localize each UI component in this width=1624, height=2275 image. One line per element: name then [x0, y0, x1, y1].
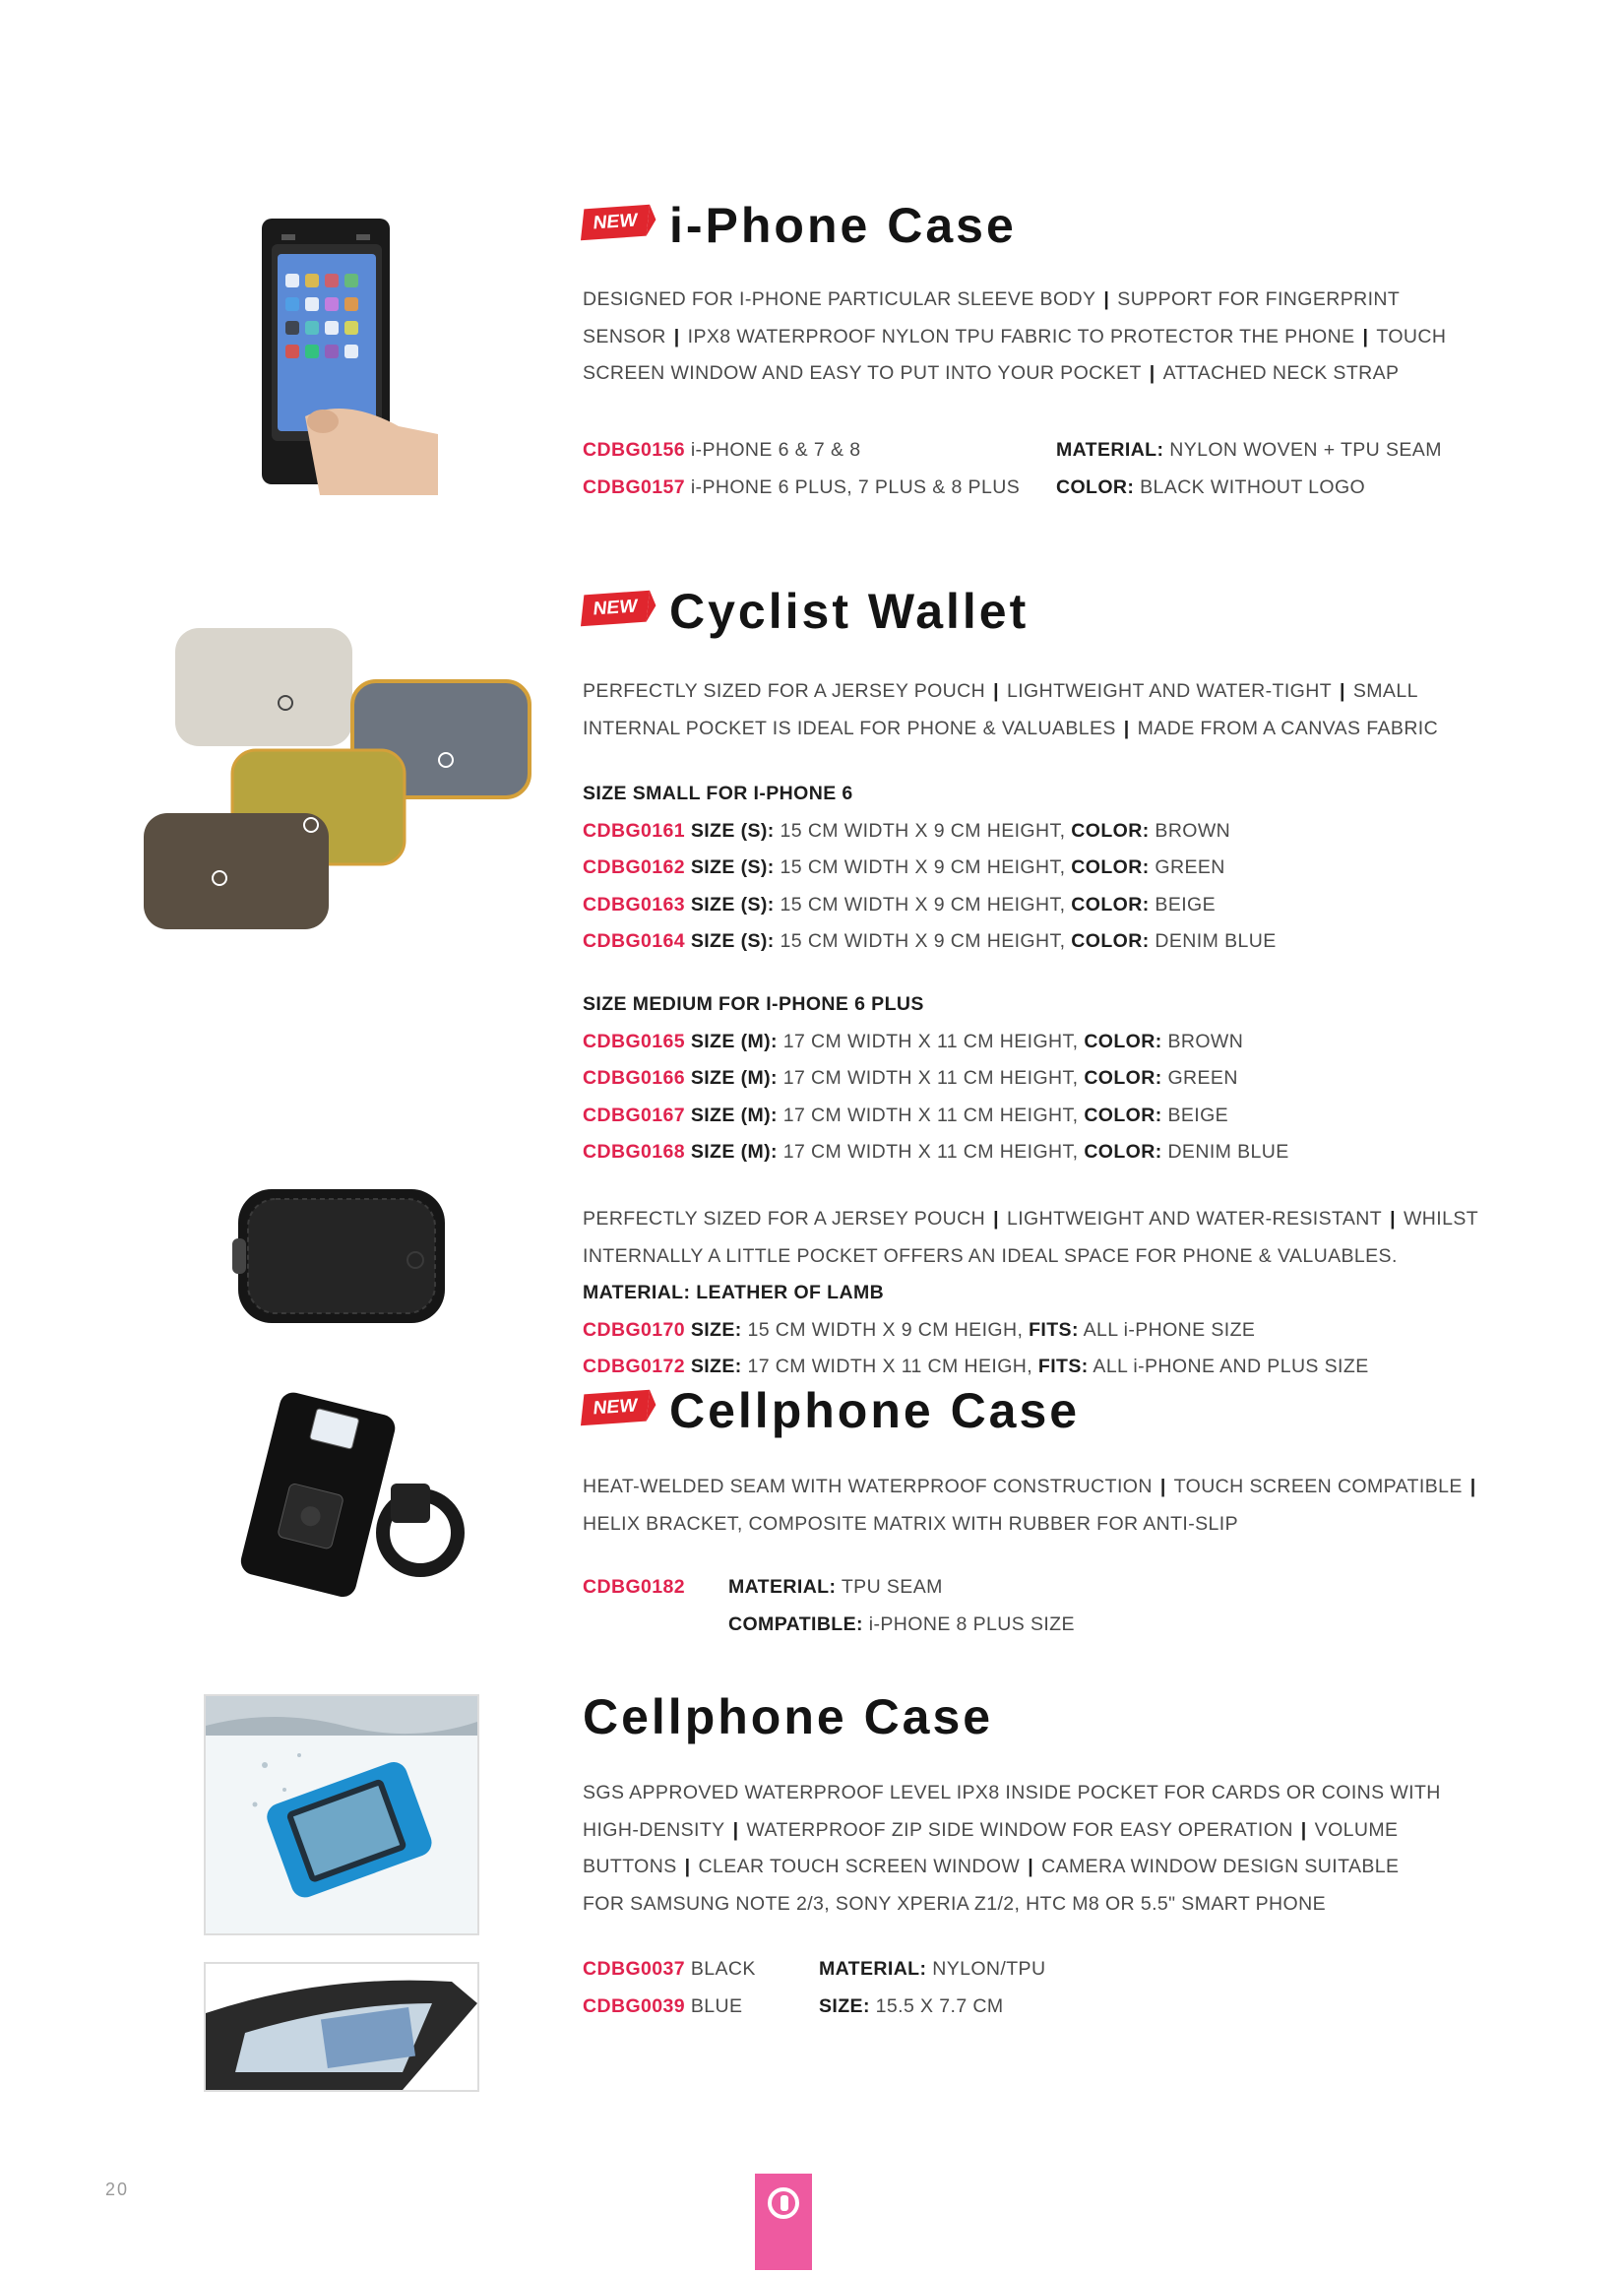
- iphone-case-image: [246, 215, 443, 495]
- new-badge: NEW: [581, 205, 650, 241]
- list-item: CDBG0168 SIZE (M): 17 CM WIDTH X 11 CM HEIGHT, COLOR: DENIM BLUE: [583, 1141, 1289, 1163]
- list-item: CDBG0170 SIZE: 15 CM WIDTH X 9 CM HEIGH, FITS: ALL i-PHONE SIZE: [583, 1318, 1256, 1341]
- waterproof-case-specs: MATERIAL: NYLON/TPU SIZE: 15.5 X 7.7 CM: [819, 1958, 1046, 2017]
- new-badge: NEW: [581, 1390, 650, 1426]
- iphone-case-items: [583, 432, 1020, 506]
- bike-cellphone-case-specs: MATERIAL: TPU SEAM COMPATIBLE: i-PHONE 8 PLUS SIZE: [728, 1576, 1075, 1635]
- list-item: CDBG0164 SIZE (S): 15 CM WIDTH X 9 CM HEIGHT, COLOR: DENIM BLUE: [583, 930, 1277, 952]
- waterproof-case-image: [204, 1694, 479, 1935]
- cyclist-wallet-small-group: [583, 776, 1277, 961]
- section-title-iphone-case: i-Phone Case: [669, 198, 1017, 253]
- brand-logo-tab: [755, 2174, 812, 2270]
- leather-wallet-image: [228, 1181, 455, 1331]
- waterproof-case-detail-image: [204, 1962, 479, 2092]
- list-item: CDBG0037 BLACK: [583, 1958, 756, 1980]
- bike-cellphone-case-image: [219, 1390, 474, 1616]
- list-item: CDBG0167 SIZE (M): 17 CM WIDTH X 11 CM HEIGHT, COLOR: BEIGE: [583, 1104, 1229, 1126]
- group-heading: SIZE SMALL FOR I-PHONE 6: [583, 783, 853, 804]
- list-item: CDBG0172 SIZE: 17 CM WIDTH X 11 CM HEIGH, FITS: ALL i-PHONE AND PLUS SIZE: [583, 1356, 1369, 1377]
- page-number: 20: [105, 2180, 130, 2199]
- iphone-case-description: DESIGNED FOR I-PHONE PARTICULAR SLEEVE BODY | SUPPORT FOR FINGERPRINT SENSOR | IPX8 WATERPROOF NYLON TPU FABRIC TO PROTECTOR THE PHONE | TOUCH SCREEN WINDOW AND EASY TO PUT INTO YOUR POCKET | ATTACHED NECK STRAP: [583, 288, 1447, 384]
- cyclist-wallet-description: PERFECTLY SIZED FOR A JERSEY POUCH | LIGHTWEIGHT AND WATER-TIGHT | SMALL INTERNAL POCKET IS IDEAL FOR PHONE & VALUABLES | MADE FROM A CANVAS FABRIC: [583, 680, 1439, 739]
- brand-logo-icon: [755, 2174, 812, 2270]
- waterproof-case-items: [583, 1951, 756, 2025]
- group-heading: SIZE MEDIUM FOR I-PHONE 6 PLUS: [583, 993, 924, 1015]
- list-item: CDBG0161 SIZE (S): 15 CM WIDTH X 9 CM HEIGHT, COLOR: BROWN: [583, 819, 1231, 842]
- section-title-cellphone-case-2: Cellphone Case: [583, 1689, 994, 1744]
- iphone-case-specs: MATERIAL: NYLON WOVEN + TPU SEAM COLOR: BLACK WITHOUT LOGO: [1056, 439, 1442, 498]
- list-item: CDBG0166 SIZE (M): 17 CM WIDTH X 11 CM HEIGHT, COLOR: GREEN: [583, 1067, 1238, 1089]
- list-item: CDBG0165 SIZE (M): 17 CM WIDTH X 11 CM HEIGHT, COLOR: BROWN: [583, 1030, 1244, 1052]
- list-item: CDBG0156 i-PHONE 6 & 7 & 8: [583, 439, 861, 461]
- list-item: CDBG0162 SIZE (S): 15 CM WIDTH X 9 CM HEIGHT, COLOR: GREEN: [583, 856, 1225, 878]
- material-label: MATERIAL: LEATHER OF LAMB: [583, 1282, 885, 1303]
- list-item: CDBG0039 BLUE: [583, 1994, 743, 2017]
- list-item: CDBG0157 i-PHONE 6 PLUS, 7 PLUS & 8 PLUS: [583, 475, 1021, 498]
- new-badge: NEW: [581, 591, 650, 627]
- bike-cellphone-case-description: HEAT-WELDED SEAM WITH WATERPROOF CONSTRUCTION | TOUCH SCREEN COMPATIBLE | HELIX BRACKET, COMPOSITE MATRIX WITH RUBBER FOR ANTI-SLIP: [583, 1476, 1476, 1535]
- cyclist-wallet-medium-group: [583, 986, 1289, 1171]
- list-item: CDBG0163 SIZE (S): 15 CM WIDTH X 9 CM HEIGHT, COLOR: BEIGE: [583, 893, 1217, 916]
- cyclist-wallet-image: [126, 620, 539, 945]
- section-title-cyclist-wallet: Cyclist Wallet: [669, 584, 1030, 639]
- leather-wallet-description: PERFECTLY SIZED FOR A JERSEY POUCH | LIGHTWEIGHT AND WATER-RESISTANT | WHILST INTERNALLY A LITTLE POCKET OFFERS AN IDEAL SPACE FOR PHONE & VALUABLES. MATERIAL: LEATHER OF LAMB CDBG0170 SIZE: 15 CM WIDTH X 9 CM HEIGH, FITS: ALL i-PHONE SIZE CDBG0172 SIZE: 17 CM WIDTH X 11 CM HEIGH, FITS: ALL i-PHONE AND PLUS SIZE: [583, 1201, 1478, 1386]
- waterproof-case-description: SGS APPROVED WATERPROOF LEVEL IPX8 INSIDE POCKET FOR CARDS OR COINS WITH HIGH-DENSITY | WATERPROOF ZIP SIDE WINDOW FOR EASY OPERATION | VOLUME BUTTONS | CLEAR TOUCH SCREEN WINDOW | CAMERA WINDOW DESIGN SUITABLE FOR SAMSUNG NOTE 2/3, SONY XPERIA Z1/2, HTC M8 OR 5.5" SMART PHONE: [583, 1782, 1441, 1915]
- bike-cellphone-case-code: CDBG0182: [583, 1576, 685, 1598]
- section-title-cellphone-case: Cellphone Case: [669, 1383, 1081, 1438]
